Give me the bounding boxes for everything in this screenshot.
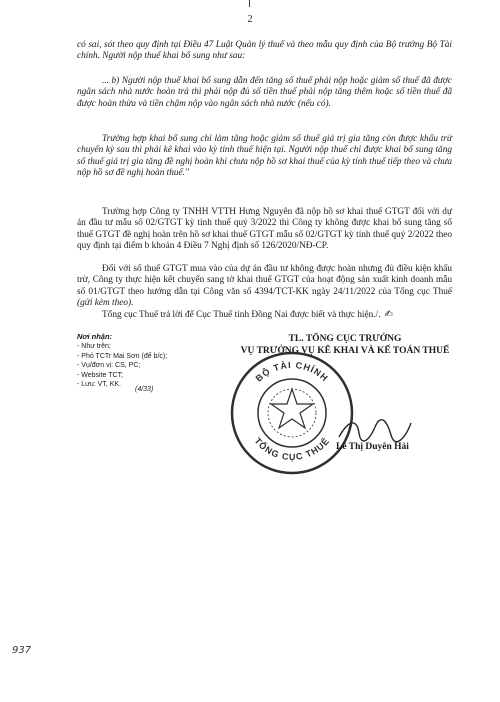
svg-text:TỔNG CỤC THUẾ bbox=[252, 436, 331, 462]
recipients-block bbox=[77, 332, 197, 393]
signature-line-1: TL. TỔNG CỤC TRƯỞNG bbox=[288, 334, 402, 344]
svg-text:BỘ TÀI CHÍNH bbox=[254, 360, 331, 384]
attachment-note: (gửi kèm theo). bbox=[77, 298, 134, 309]
paragraph-vat-transfer bbox=[77, 264, 452, 310]
recipient-item: - Vụ/đơn vị: CS, PC; bbox=[77, 362, 141, 370]
paragraph-vat-transfer-text: Đối với số thuế GTGT mua vào của dự án đầu tư không được hoàn nhưng đủ điều kiện khấu trừ, Công ty thực hiện kết chuyển sang tờ khai thuế GTGT của hoạt động sản xuất kinh doanh mẫu số 01/GTGT theo hướng dẫn tại Công văn số 4394/TCT-KK ngày 24/11/2022 của Tổng cục Thuế bbox=[77, 264, 452, 297]
handwritten-initial-icon: ✍ bbox=[384, 309, 393, 320]
handwritten-signature-icon bbox=[335, 415, 415, 445]
paragraph-quote-intro: có sai, sót theo quy định tại Điều 47 Luật Quản lý thuế và theo mẫu quy định của Bộ trưởng Bộ Tài chính. Người nộp thuế khai bổ sung như sau: bbox=[77, 40, 452, 62]
page-number: 2 bbox=[247, 14, 253, 25]
paragraph-case-company: Trường hợp Công ty TNHH VTTH Hưng Nguyên đã nộp hồ sơ khai thuế GTGT đối với dự án đầu tư mẫu số 02/GTGT kỳ tính thuế quý 3/2022 thì Công ty không được khai bổ sung tăng số thuế GTGT đề nghị hoàn trên hồ sơ khai thuế GTGT mẫu số 02/GTGT kỳ tính thuế quý 2/2022 theo quy định tại điểm b khoản 4 Điều 7 Nghị định số 126/2020/NĐ-CP. bbox=[77, 207, 452, 252]
recipient-item: - Như trên; bbox=[77, 343, 111, 351]
signature-line-2: VỤ TRƯỞNG VỤ KÊ KHAI VÀ KẾ TOÁN THUẾ bbox=[240, 346, 450, 356]
paragraph-quote-b: ... b) Người nộp thuế khai bổ sung dẫn đến tăng số thuế phải nộp hoặc giảm số thuế đã được ngân sách nhà nước hoàn trả thì phải nộp đủ số tiền thuế phải nộp tăng thêm hoặc số tiền thuế đã được hoàn thừa và tiền chậm nộp vào ngân sách nhà nước (nếu có). bbox=[77, 76, 452, 109]
page-top-mark bbox=[249, 0, 250, 7]
paragraph-closing bbox=[77, 309, 452, 321]
recipient-item: - Phó TCTr Mai Sơn (để b/c); bbox=[77, 352, 168, 360]
signer-name: Lê Thị Duyên Hải bbox=[336, 442, 409, 452]
closing-text: Tổng cục Thuế trả lời để Cục Thuế tỉnh Đồng Nai được biết và thực hiện./. bbox=[102, 310, 381, 320]
recipients-title: Nơi nhận: bbox=[77, 332, 113, 341]
seal-text-bottom: TỔNG CỤC THUẾ bbox=[252, 435, 332, 463]
recipient-item: - Lưu: VT, KK. bbox=[77, 381, 121, 389]
recipients-note: (4/33) bbox=[135, 386, 154, 393]
official-seal-icon bbox=[227, 348, 357, 478]
margin-handwritten-number: 937 bbox=[12, 645, 32, 656]
seal-text-top: BỘ TÀI CHÍNH bbox=[253, 359, 331, 384]
recipient-item: - Website TCT; bbox=[77, 371, 124, 379]
paragraph-quote-vat: Trường hợp khai bổ sung chỉ làm tăng hoặc giảm số thuế giá trị gia tăng còn được khấu trừ chuyển kỳ sau thì phải kê khai vào kỳ tính thuế hiện tại. Người nộp thuế chỉ được khai bổ sung tăng số thuế giá trị gia tăng đề nghị hoàn khi chưa nộp hồ sơ khai thuế của kỳ tính thuế tiếp theo và chưa nộp hồ sơ đề nghị hoàn thuế." bbox=[77, 134, 452, 179]
